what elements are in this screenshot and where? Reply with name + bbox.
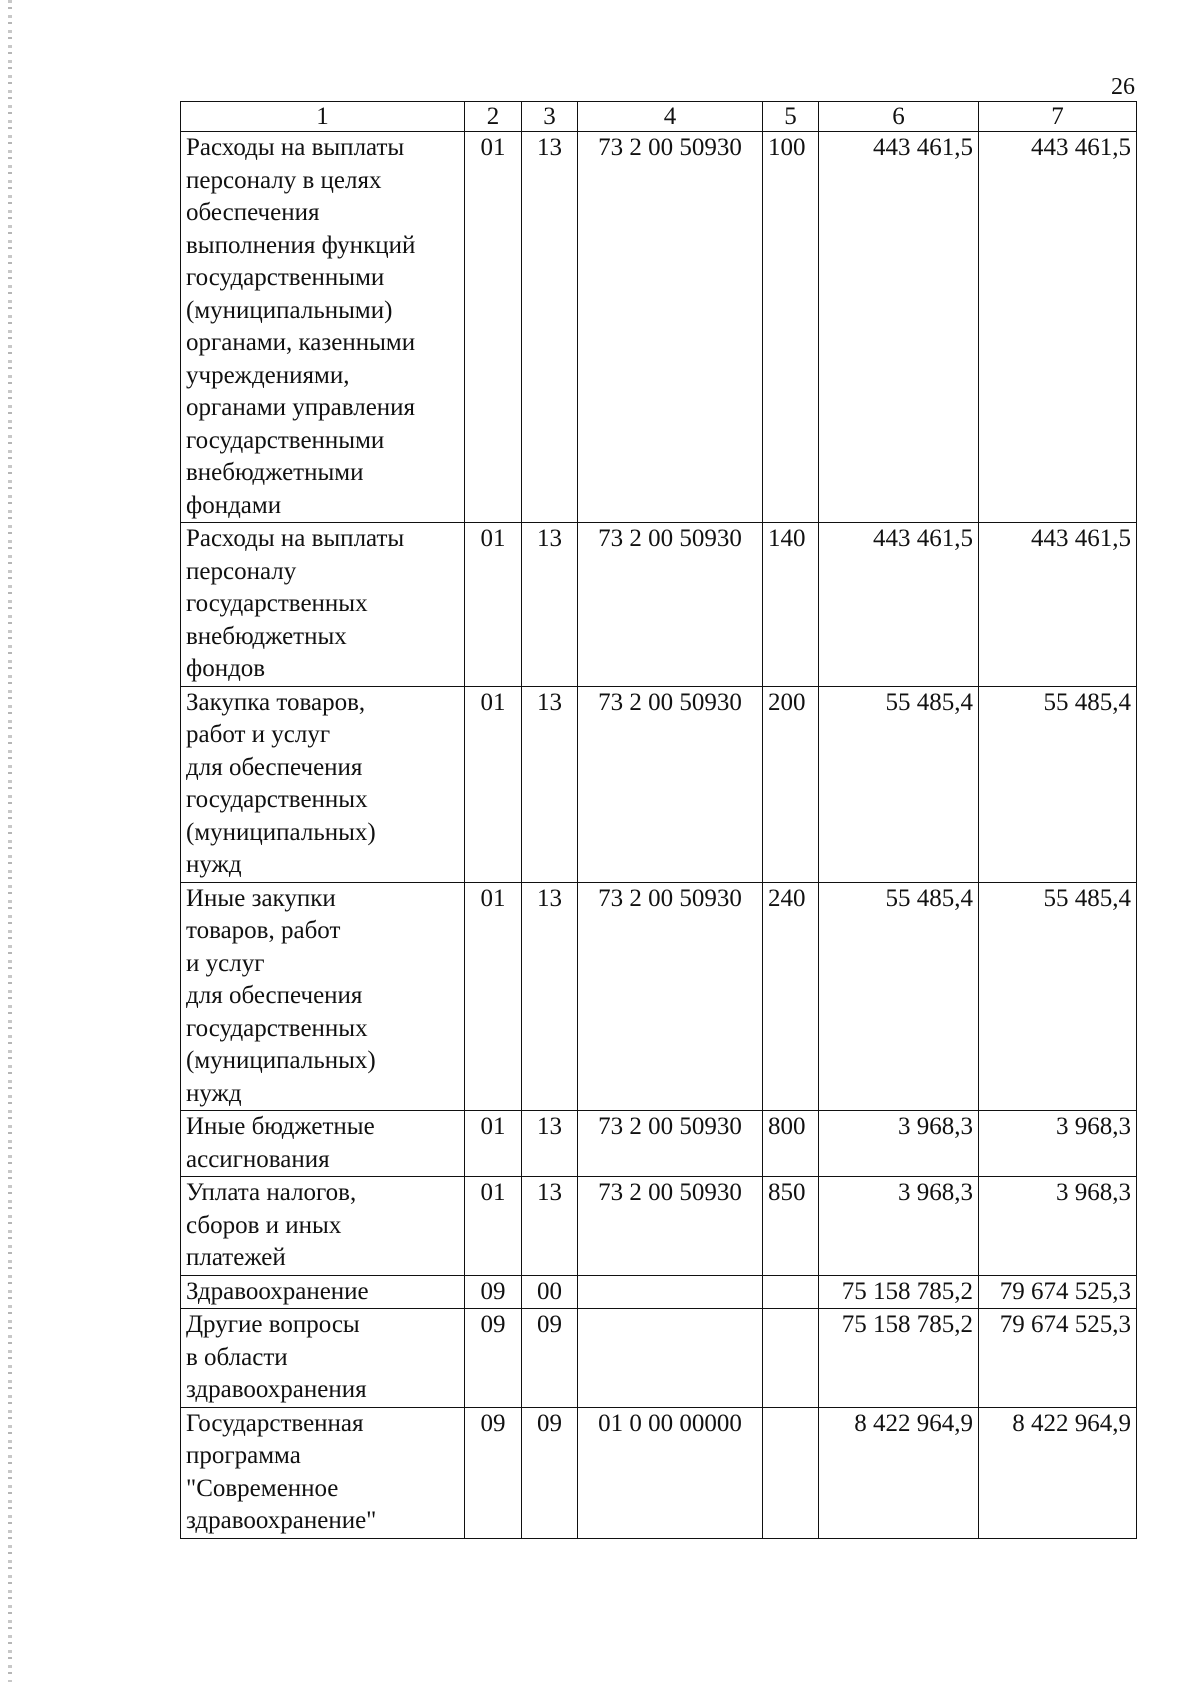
header-col-7: 7	[979, 102, 1137, 132]
row-name-cell	[181, 1309, 465, 1408]
header-col-1: 1	[181, 102, 465, 132]
header-row	[181, 102, 1137, 132]
row-name-line: товаров, работ	[186, 917, 341, 944]
amount-year2-cell: 443 461,5	[979, 523, 1137, 687]
row-name-line: персоналу в целях	[186, 166, 382, 194]
row-name-cell	[181, 686, 465, 882]
row-name-line: государственных	[186, 590, 368, 617]
row-name-line: (муниципальными)	[186, 296, 393, 324]
row-name-line: государственными	[186, 264, 385, 291]
row-name-line: фондами	[186, 491, 282, 519]
row-name-line: государственных	[186, 1014, 368, 1042]
section-code-cell: 01	[465, 132, 522, 523]
amount-year2-cell: 3 968,3	[979, 1111, 1137, 1177]
expense-type-cell	[763, 1407, 819, 1538]
subsection-code-cell: 13	[522, 523, 578, 687]
amount-year1-cell: 3 968,3	[819, 1111, 979, 1177]
table-row	[181, 1177, 1137, 1276]
row-name-cell	[181, 1407, 465, 1538]
row-name-line: внебюджетных	[186, 622, 347, 650]
table-row	[181, 1275, 1137, 1309]
amount-year2-cell: 443 461,5	[979, 132, 1137, 523]
header-col-2: 2	[465, 102, 522, 132]
section-code-cell: 01	[465, 882, 522, 1111]
row-name-line: для обеспечения	[186, 753, 363, 781]
subsection-code-cell: 13	[522, 882, 578, 1111]
row-name-cell	[181, 132, 465, 523]
row-name-cell	[181, 523, 465, 687]
section-code-cell: 09	[465, 1407, 522, 1538]
row-name-line: государственных	[186, 786, 368, 813]
row-name-line: внебюджетными	[186, 459, 364, 486]
amount-year2-cell: 79 674 525,3	[979, 1309, 1137, 1408]
row-name-line: "Современное	[186, 1474, 339, 1502]
target-article-cell: 73 2 00 50930	[578, 132, 763, 523]
header-col-4: 4	[578, 102, 763, 132]
expense-type-cell: 100	[763, 132, 819, 523]
target-article-cell: 73 2 00 50930	[578, 686, 763, 882]
section-code-cell: 09	[465, 1275, 522, 1309]
row-name-line: для обеспечения	[186, 982, 363, 1009]
row-name-line: здравоохранение"	[186, 1507, 377, 1534]
table-row	[181, 523, 1137, 687]
target-article-cell: 73 2 00 50930	[578, 523, 763, 687]
table-row	[181, 132, 1137, 523]
section-code-cell: 01	[465, 523, 522, 687]
target-article-cell: 01 0 00 00000	[578, 1407, 763, 1538]
row-name-line: персоналу	[186, 557, 297, 585]
amount-year1-cell: 443 461,5	[819, 132, 979, 523]
row-name-line: программа	[186, 1442, 301, 1469]
section-code-cell: 09	[465, 1309, 522, 1408]
row-name-line: Другие вопросы	[186, 1311, 360, 1338]
table-row	[181, 1309, 1137, 1408]
expense-type-cell	[763, 1275, 819, 1309]
table-row	[181, 686, 1137, 882]
amount-year2-cell: 55 485,4	[979, 882, 1137, 1111]
row-name-line: здравоохранения	[186, 1376, 367, 1403]
amount-year1-cell: 3 968,3	[819, 1177, 979, 1276]
subsection-code-cell: 13	[522, 1177, 578, 1276]
row-name-line: Расходы на выплаты	[186, 525, 405, 552]
target-article-cell: 73 2 00 50930	[578, 1111, 763, 1177]
row-name-line: Иные закупки	[186, 884, 336, 912]
row-name-line: Уплата налогов,	[186, 1179, 357, 1206]
row-name-line: государственными	[186, 426, 385, 454]
section-code-cell: 01	[465, 1111, 522, 1177]
row-name-line: Закупка товаров,	[186, 688, 366, 716]
expense-type-cell: 200	[763, 686, 819, 882]
row-name-line: выполнения функций	[186, 231, 416, 259]
header-col-5: 5	[763, 102, 819, 132]
row-name-line: Здравоохранение	[186, 1277, 369, 1305]
row-name-cell	[181, 882, 465, 1111]
header-col-6: 6	[819, 102, 979, 132]
row-name-line: Расходы на выплаты	[186, 134, 405, 161]
row-name-cell	[181, 1111, 465, 1177]
table-row	[181, 882, 1137, 1111]
target-article-cell: 73 2 00 50930	[578, 1177, 763, 1276]
row-name-line: фондов	[186, 655, 266, 682]
row-name-cell	[181, 1275, 465, 1309]
subsection-code-cell: 09	[522, 1309, 578, 1408]
section-code-cell: 01	[465, 686, 522, 882]
row-name-line: в области	[186, 1343, 288, 1371]
amount-year1-cell: 75 158 785,2	[819, 1309, 979, 1408]
amount-year2-cell: 8 422 964,9	[979, 1407, 1137, 1538]
expense-type-cell: 800	[763, 1111, 819, 1177]
subsection-code-cell: 13	[522, 132, 578, 523]
row-name-line: органами, казенными	[186, 329, 416, 356]
expense-type-cell	[763, 1309, 819, 1408]
amount-year1-cell: 55 485,4	[819, 882, 979, 1111]
header-col-3: 3	[522, 102, 578, 132]
subsection-code-cell: 09	[522, 1407, 578, 1538]
row-name-line: нужд	[186, 851, 242, 878]
row-name-line: обеспечения	[186, 199, 320, 226]
target-article-cell	[578, 1275, 763, 1309]
row-name-line: сборов и иных	[186, 1211, 342, 1239]
table-row	[181, 1111, 1137, 1177]
expense-type-cell: 240	[763, 882, 819, 1111]
subsection-code-cell: 13	[522, 1111, 578, 1177]
row-name-line: и услуг	[186, 949, 265, 977]
row-name-line: (муниципальных)	[186, 1047, 376, 1074]
row-name-cell	[181, 1177, 465, 1276]
expense-type-cell: 140	[763, 523, 819, 687]
scan-edge-artifact	[8, 0, 12, 1682]
row-name-line: платежей	[186, 1244, 286, 1271]
amount-year1-cell: 443 461,5	[819, 523, 979, 687]
amount-year2-cell: 79 674 525,3	[979, 1275, 1137, 1309]
amount-year1-cell: 55 485,4	[819, 686, 979, 882]
amount-year2-cell: 3 968,3	[979, 1177, 1137, 1276]
amount-year1-cell: 8 422 964,9	[819, 1407, 979, 1538]
page-number: 26	[1111, 74, 1135, 100]
subsection-code-cell: 13	[522, 686, 578, 882]
row-name-line: нужд	[186, 1079, 242, 1107]
section-code-cell: 01	[465, 1177, 522, 1276]
subsection-code-cell: 00	[522, 1275, 578, 1309]
target-article-cell	[578, 1309, 763, 1408]
row-name-line: ассигнования	[186, 1145, 330, 1173]
row-name-line: Государственная	[186, 1409, 364, 1437]
expense-type-cell: 850	[763, 1177, 819, 1276]
amount-year1-cell: 75 158 785,2	[819, 1275, 979, 1309]
row-name-line: Иные бюджетные	[186, 1113, 375, 1140]
row-name-line: органами управления	[186, 394, 416, 421]
target-article-cell: 73 2 00 50930	[578, 882, 763, 1111]
table-row	[181, 1407, 1137, 1538]
row-name-line: работ и услуг	[186, 721, 331, 748]
row-name-line: (муниципальных)	[186, 818, 376, 846]
amount-year2-cell: 55 485,4	[979, 686, 1137, 882]
row-name-line: учреждениями,	[186, 361, 350, 389]
table-body	[181, 132, 1137, 1539]
budget-table	[180, 101, 1137, 1539]
